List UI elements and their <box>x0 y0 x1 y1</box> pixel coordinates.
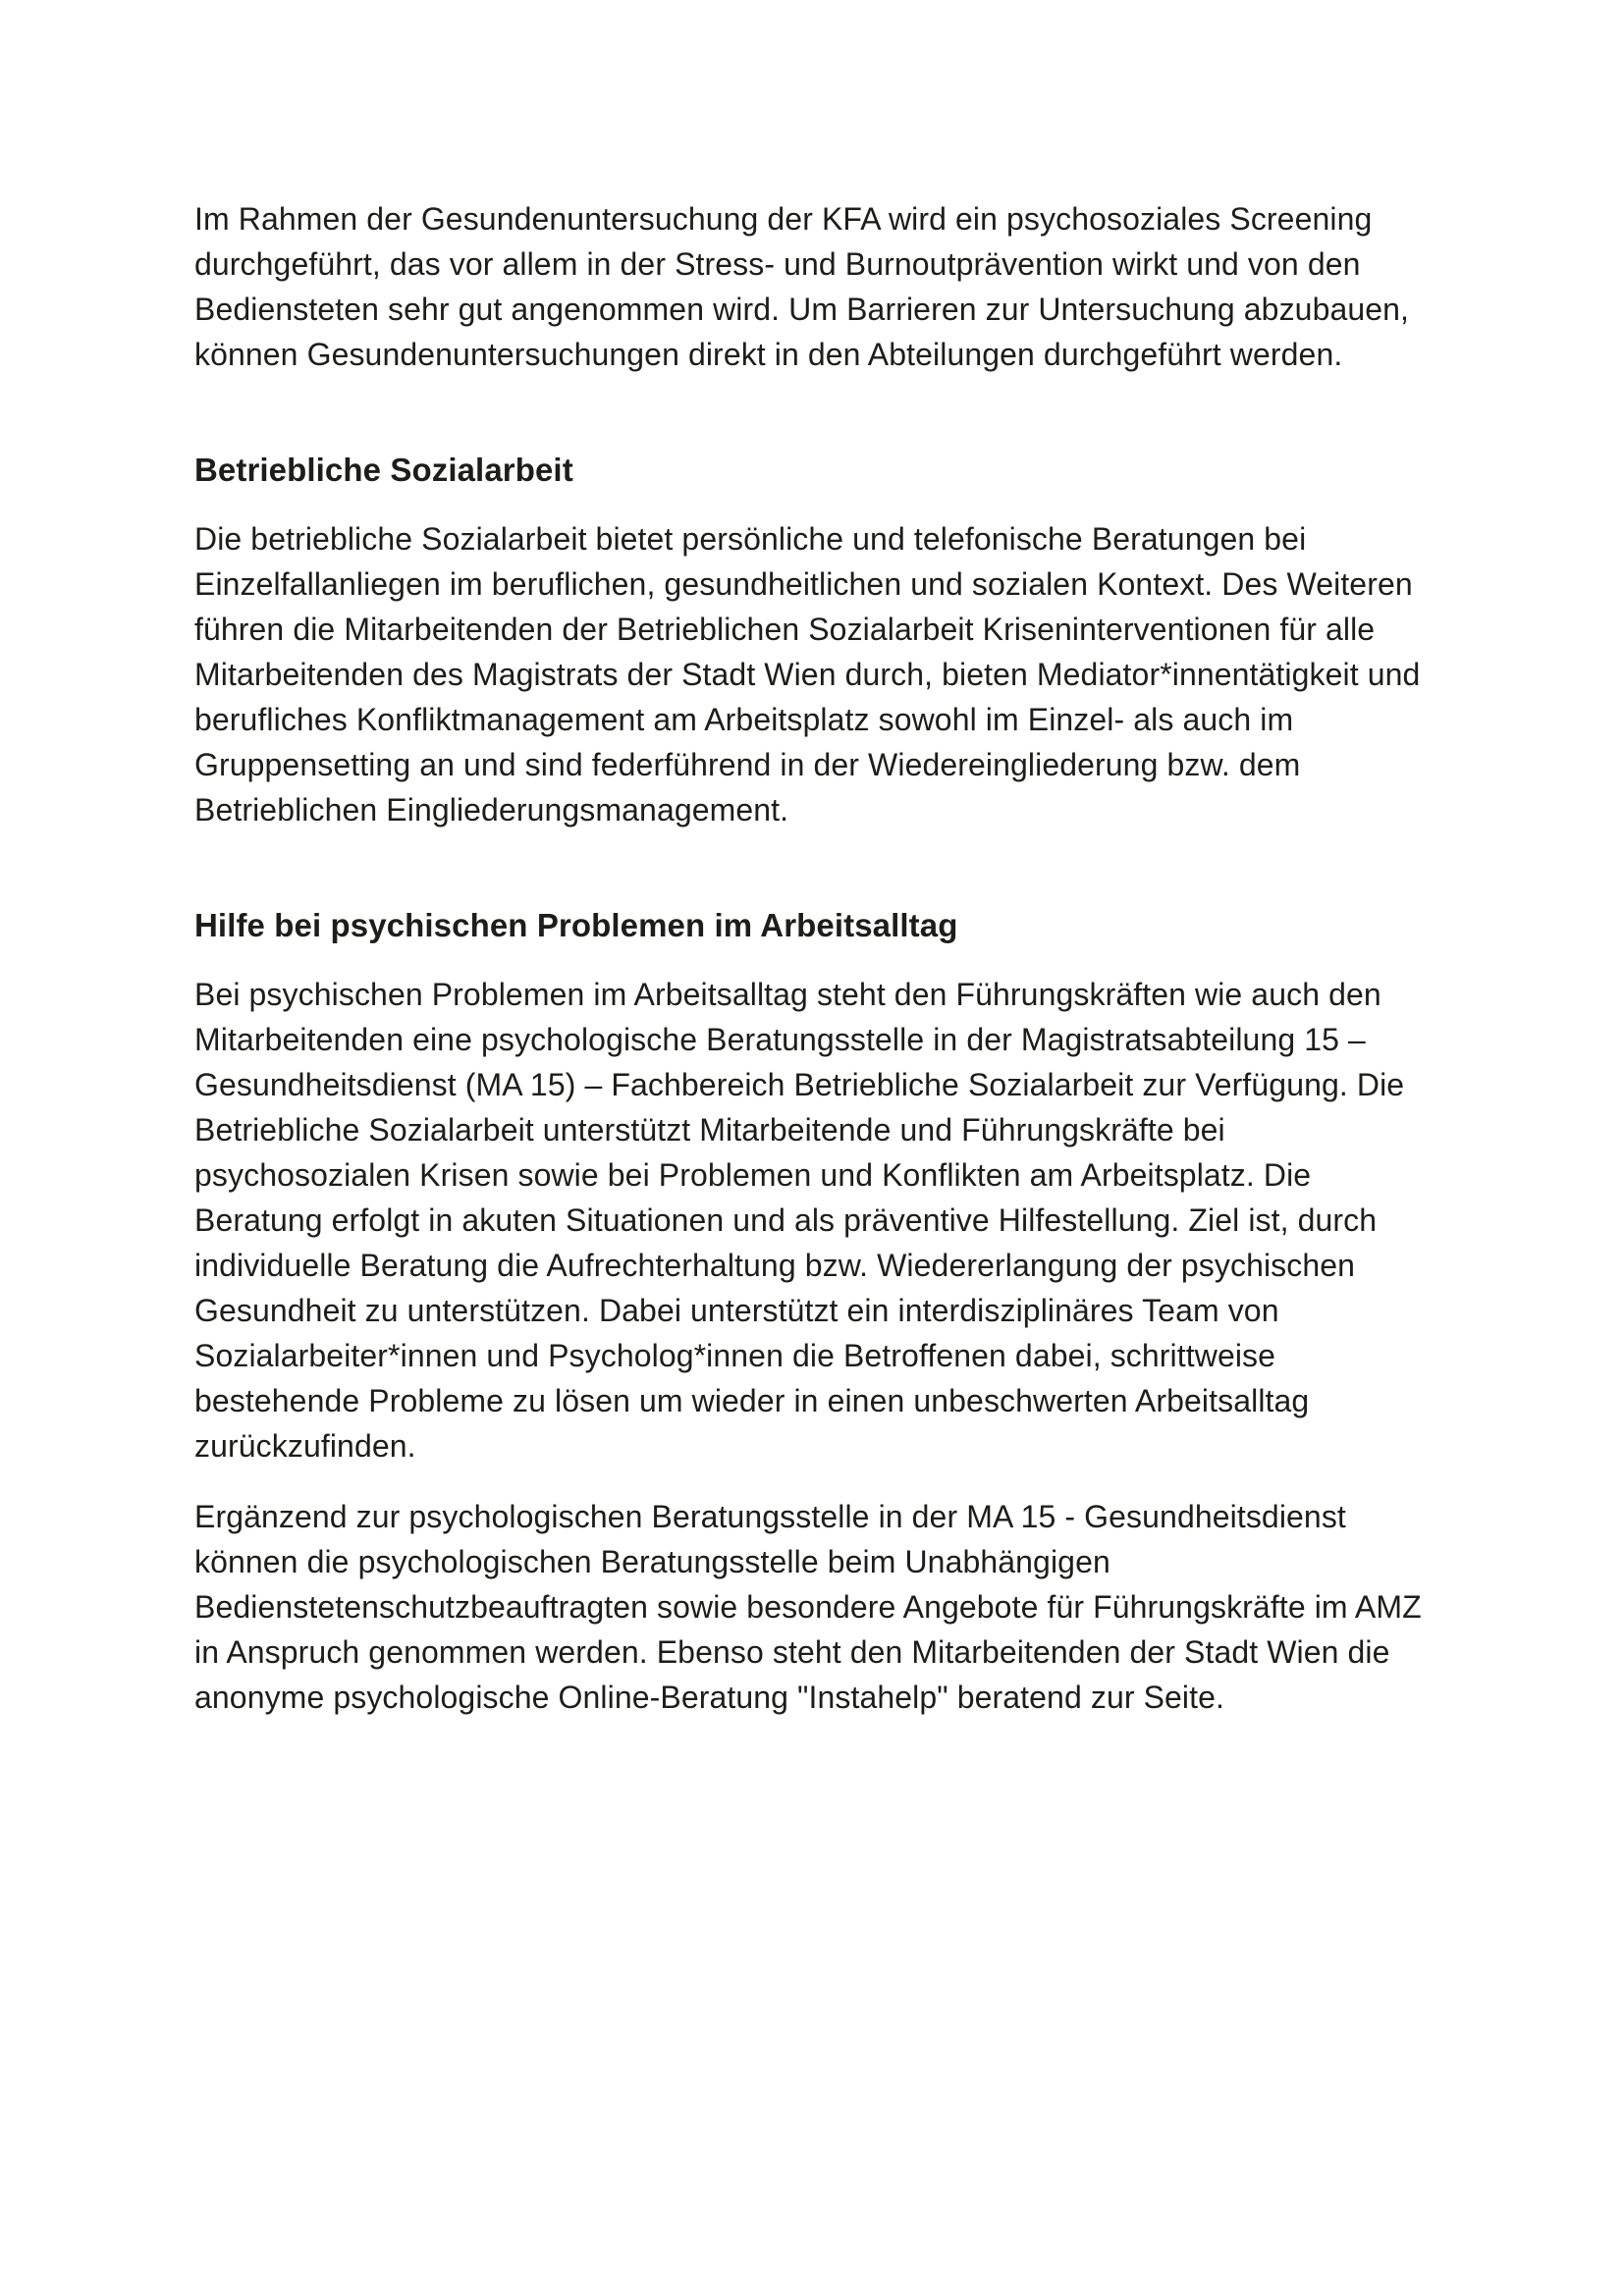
heading-betriebliche-sozialarbeit: Betriebliche Sozialarbeit <box>194 452 573 488</box>
heading-hilfe-psychische-probleme: Hilfe bei psychischen Problemen im Arbeitsalltag <box>194 907 958 943</box>
paragraph-betriebliche-sozialarbeit: Die betriebliche Sozialarbeit bietet persönliche und telefonische Beratungen bei Einzelfallanliegen im beruflichen, gesundheitlichen und sozialen Kontext. Des Weiteren führen die Mitarbeitenden der Betrieblichen Sozialarbeit Kriseninterventionen für alle Mitarbeitenden des Magistrats der Stadt Wien durch, bieten Mediator*innentätigkeit und berufliches Konfliktmanagement am Arbeitsplatz sowohl im Einzel- als auch im Gruppensetting an und sind federführend in der Wiedereingliederung bzw. dem Betrieblichen Eingliederungsmanagement. <box>194 521 1421 828</box>
paragraph-psychologische-beratungsstelle: Bei psychischen Problemen im Arbeitsalltag steht den Führungskräften wie auch den Mitarbeitenden eine psychologische Beratungsstelle in der Magistratsabteilung 15 – Gesundheitsdienst (MA 15) – Fachbereich Betriebliche Sozialarbeit zur Verfügung. Die Betriebliche Sozialarbeit unterstützt Mitarbeitende und Führungskräfte bei psychosozialen Krisen sowie bei Problemen und Konflikten am Arbeitsplatz. Die Beratung erfolgt in akuten Situationen und als präventive Hilfestellung. Ziel ist, durch individuelle Beratung die Aufrechterhaltung bzw. Wiedererlangung der psychischen Gesundheit zu unterstützen. Dabei unterstützt ein interdisziplinäres Team von Sozialarbeiter*innen und Psycholog*innen die Betroffenen dabei, schrittweise bestehende Probleme zu lösen um wieder in einen unbeschwerten Arbeitsalltag zurückzufinden. <box>194 977 1405 1464</box>
document-body <box>194 196 1442 1720</box>
paragraph-ergaenzende-angebote: Ergänzend zur psychologischen Beratungsstelle in der MA 15 - Gesundheitsdienst können die psychologischen Beratungsstelle beim Unabhängigen Bedienstetenschutzbeauftragten sowie besondere Angebote für Führungskräfte im AMZ in Anspruch genommen werden. Ebenso steht den Mitarbeitenden der Stadt Wien die anonyme psychologische Online-Beratung "Instahelp" beratend zur Seite. <box>194 1499 1422 1715</box>
paragraph-gesundenuntersuchung: Im Rahmen der Gesundenuntersuchung der KFA wird ein psychosoziales Screening durchgeführt, das vor allem in der Stress- und Burnoutprävention wirkt und von den Bediensteten sehr gut angenommen wird. Um Barrieren zur Untersuchung abzubauen, können Gesundenuntersuchungen direkt in den Abteilungen durchgeführt werden. <box>194 201 1410 372</box>
